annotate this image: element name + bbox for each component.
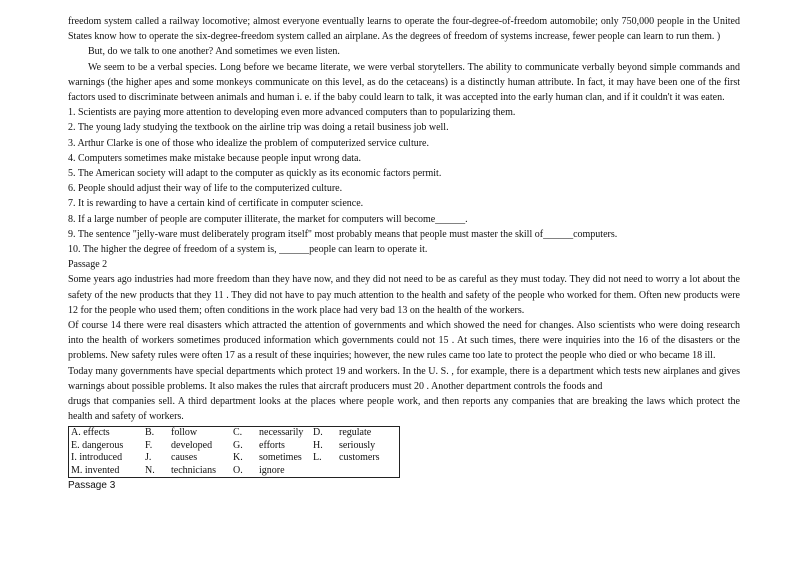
passage-3-heading: Passage 3 [68, 480, 116, 492]
word-option: A. effects [71, 427, 110, 439]
word-box-row [69, 440, 400, 452]
question-item: 5. The American society will adapt to the computer as quickly as its economic factors permit. [68, 168, 442, 180]
word-letter: O. [233, 464, 243, 476]
word-letter: K. [233, 452, 243, 464]
word-letter: H. [313, 439, 323, 451]
word-option: sometimes [259, 452, 302, 464]
word-letter: C. [233, 427, 243, 439]
word-box-row [69, 452, 400, 464]
intro-paragraph-3: We seem to be a verbal species. Long before we became literate, we were verbal storytellers. The ability to communicate verbally beyond simple commands and warnings (the higher apes and some monkeys communicate on this level, as do the cetaceans) is a distinctly human attribute. In fact, it may have been one of the first factors used to discriminate between animals and human i. e. if the baby could learn to talk, it was accepted into the early human clan, and if it couldn't it was eaten. [68, 61, 740, 104]
word-option: customers [339, 452, 380, 464]
intro-paragraph-2: But, do we talk to one another? And sometimes we even listen. [88, 46, 340, 58]
question-item: 9. The sentence "jelly-ware must deliberately program itself" most probably means that people must master the skill of______computers. [68, 228, 618, 240]
word-letter: N. [145, 464, 155, 476]
word-letter [311, 465, 337, 478]
question-list [68, 105, 740, 257]
question-item: 1. Scientists are paying more attention to developing even more advanced computers than to popularizing them. [68, 107, 516, 119]
question-item: 7. It is rewarding to have a certain kind of certificate in computer science. [68, 198, 364, 210]
word-option: developed [171, 439, 213, 451]
word-option: M. invented [71, 464, 120, 476]
word-letter: L. [313, 452, 322, 464]
passage-2-heading: Passage 2 [68, 259, 108, 271]
word-option: regulate [339, 427, 372, 439]
word-choice-box [68, 426, 400, 478]
word-option: seriously [339, 439, 376, 451]
question-item: 8. If a large number of people are computer illiterate, the market for computers will become______. [68, 213, 468, 225]
word-letter: D. [313, 427, 323, 439]
word-option: I. introduced [71, 452, 123, 464]
word-option [337, 465, 400, 478]
passage-2-paragraph-1: Some years ago industries had more freedom than they have now, and they did not need to be as careful as they must today. They did not need to worry a lot about the safety of the new products that they 11 . They did not have to pay much attention to the health and safety of the people who worked for them. Often new products were 12 for the people who used them; often conditions in the work place had very bad 13 on the health of the workers. [68, 274, 740, 316]
passage-2-paragraph-3: Today many governments have special departments which protect 19 and workers. In the U. S. , for example, there is a department which tests new airplanes and gives warnings about possible problems. It also makes the rules that aircraft producers must 20 . Another department controls the foods and [68, 365, 740, 392]
word-option: follow [171, 427, 198, 439]
question-item: 10. The higher the degree of freedom of a system is, ______people can learn to operate it. [68, 244, 428, 256]
word-letter: B. [145, 427, 155, 439]
question-item: 4. Computers sometimes make mistake because people input wrong data. [68, 152, 361, 164]
word-option: causes [171, 452, 198, 464]
word-box-row [69, 427, 400, 440]
word-option: ignore [259, 464, 285, 476]
word-letter: J. [145, 452, 152, 464]
word-option: technicians [171, 464, 216, 476]
passage-2-paragraph-4: drugs that companies sell. A third department looks at the places where people work, and then reports any companies that are breaking the laws which protect the health and safety of workers. [68, 396, 740, 423]
document-page [68, 14, 740, 493]
passage-2-paragraph-2: Of course 14 there were real disasters which attracted the attention of governments and which showed the need for changes. Also scientists who were doing research into the health of workers sometimes produced information which governments could not 15 . At such times, there were inquiries into the 16 of the disasters or the problems. New safety rules were often 17 as a result of these inquiries; however, the new rules came too late to protect the people who died or who became 18 ill. [68, 320, 740, 362]
question-item: 6. People should adjust their way of life to the computerized culture. [68, 183, 343, 195]
word-option: necessarily [259, 427, 304, 439]
question-item: 3. Arthur Clarke is one of those who idealize the problem of computerized service culture. [68, 137, 429, 149]
word-option: E. dangerous [71, 439, 124, 451]
question-item: 2. The young lady studying the textbook on the airline trip was doing a retail business job well. [68, 122, 449, 134]
word-letter: G. [233, 439, 243, 451]
word-box-row [69, 465, 400, 478]
intro-paragraph-1: freedom system called a railway locomotive; almost everyone eventually learns to operate the four-degree-of-freedom automobile; only 750,000 people in the United States know how to operate the six-degree-freedom system called an airplane. As the degrees of freedom of systems increase, fewer people can learn to run them. ) [68, 16, 740, 43]
word-letter: F. [145, 439, 153, 451]
word-option: efforts [259, 439, 285, 451]
